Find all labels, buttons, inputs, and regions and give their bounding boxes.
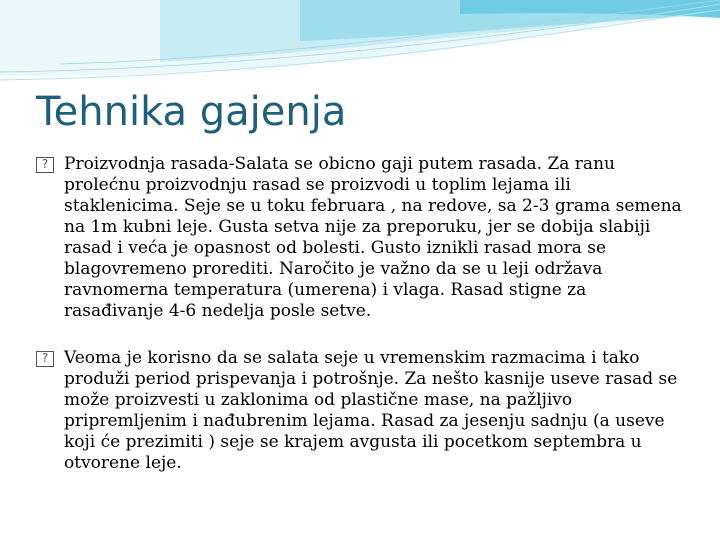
paragraph-seedling-production (36, 154, 688, 322)
paragraph-text: Veoma je korisno da se salata seje u vremenskim razmacima i tako produži period prispevanja i potrošnje. Za nešto kasnije useve rasad se može proizvesti u zaklonima od plastične mase, na pažljivo pripremljenim i nađubrenim lejama. Rasad za jesenju sadnju (a useve koji će prezimiti ) seje se krajem avgusta ili pocetkom septembra u otvorene leje. (64, 348, 678, 473)
slide-body (36, 154, 688, 474)
slide-title: Tehnika gajenja (36, 89, 347, 135)
decorative-wave-header (0, 0, 720, 90)
missing-glyph-bullet-icon: ? (36, 157, 54, 173)
paragraph-staggered-sowing (36, 348, 688, 474)
paragraph-text: Proizvodnja rasada-Salata se obicno gaji putem rasada. Za ranu prolećnu proizvodnju rasad se proizvodi u toplim lejama ili staklenicima. Seje se u toku februara , na redove, sa 2-3 grama semena na 1m kubni leje. Gusta setva nije za preporuku, jer se dobija slabiji rasad i veća je opasnost od bolesti. Gusto iznikli rasad mora se blagovremeno prorediti. Naročito je važno da se u leji održava ravnomerna temperatura (umerena) i vlaga. Rasad stigne za rasađivanje 4-6 nedelja posle setve. (64, 154, 682, 321)
missing-glyph-bullet-icon: ? (36, 351, 54, 367)
